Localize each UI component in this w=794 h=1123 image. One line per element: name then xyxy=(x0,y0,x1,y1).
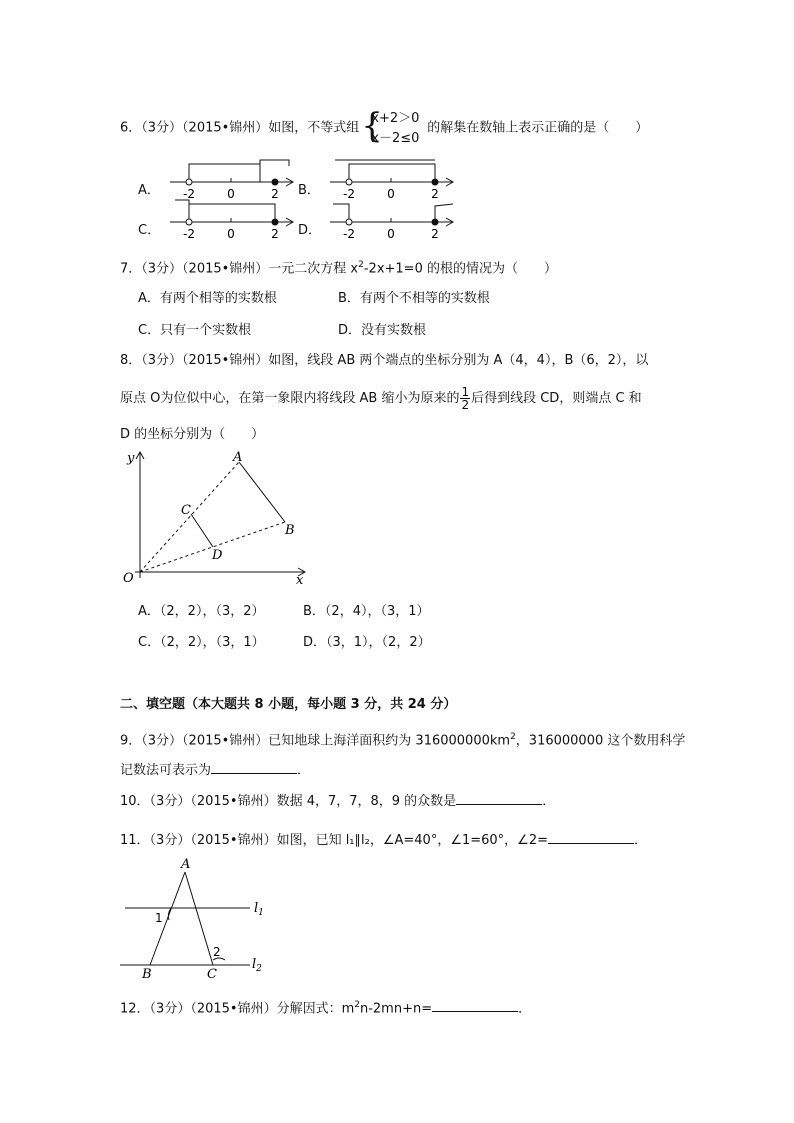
tick-2: 2 xyxy=(271,187,279,201)
tick-0: 0 xyxy=(227,187,235,201)
q8-option-d: D．（3，1），（2，2） xyxy=(303,635,431,650)
label-B: B xyxy=(285,523,295,538)
q8-line1: 8．（3分）（2015•锦州）如图，线段 AB 两个端点的坐标分别为 A（4，4），B（6，2），以 xyxy=(120,353,649,368)
q6-option-a-letter: A． xyxy=(138,183,160,198)
label-y: y xyxy=(127,451,135,466)
inequality-system: { x+2＞0 x－2≤0 xyxy=(361,106,420,146)
tick-2: 2 xyxy=(431,187,439,201)
q12-stem: 12．（3分）（2015•锦州）分解因式：$m^2n-2mn+n=$ ． xyxy=(120,1000,532,1017)
angle-2-label: 2 xyxy=(213,945,221,959)
q8-line3: D 的坐标分别为（ ） xyxy=(120,427,265,442)
q8-option-c: C．（2，2），（3，1） xyxy=(138,635,265,650)
answer-blank[interactable] xyxy=(211,760,297,774)
q6-option-b-numberline xyxy=(325,156,460,201)
q7-stem xyxy=(120,256,557,278)
tick-0: 0 xyxy=(227,227,235,241)
tick-0: 0 xyxy=(387,227,395,241)
q6-option-c-numberline xyxy=(165,196,300,241)
q8-option-a: A．（2，2），（3，2） xyxy=(138,604,265,619)
q6-suffix: 的解集在数轴上表示正确的是（ ） xyxy=(427,120,649,136)
q7-option-a: A．有两个相等的实数根 xyxy=(138,291,277,306)
label-A: A xyxy=(233,450,243,465)
q7-suffix: -2x+1=0 的根的情况为（ ） xyxy=(363,261,557,277)
inequality-1: x+2＞0 xyxy=(371,111,420,126)
angle-1-label: 1 xyxy=(155,911,163,925)
q7-option-b: B．有两个不相等的实数根 xyxy=(338,291,490,306)
answer-blank[interactable] xyxy=(456,791,542,805)
section-title: 二、填空题（本大题共 8 小题，每小题 3 分，共 24 分） xyxy=(120,697,457,712)
tick-neg2: -2 xyxy=(183,227,195,241)
label-O: O xyxy=(123,571,134,586)
label-B: B xyxy=(142,967,152,982)
fraction-half: $\frac{1}{2}$ xyxy=(461,385,470,412)
q6-stem xyxy=(120,108,648,148)
q7-option-c: C．只有一个实数根 xyxy=(138,323,252,338)
label-A: A xyxy=(181,857,191,872)
tick-neg2: -2 xyxy=(343,227,355,241)
inequality-2: x－2≤0 xyxy=(371,131,420,146)
q11-stem: 11．（3分）（2015•锦州）如图，已知 l₁∥l₂，∠A=40°，∠1=60°，∠2= ． xyxy=(120,830,647,850)
q9-line1: 9．（3分）（2015•锦州）已知地球上海洋面积约为 $316000000km^2$，316000000 这个数用科学 xyxy=(120,732,686,749)
q7-sup: 2 xyxy=(358,260,364,270)
label-C: C xyxy=(181,503,191,518)
q8-line2: 原点 O为位似中心，在第一象限内将线段 AB 缩小为原来的 $\frac{1}{2}$ 后得到线段 CD，则端点 C 和 xyxy=(120,385,642,412)
q8-option-b: B．（2，4），（3，1） xyxy=(303,604,430,619)
answer-blank[interactable] xyxy=(432,998,518,1012)
tick-2: 2 xyxy=(431,227,439,241)
q10-stem: 10．（3分）（2015•锦州）数据 4，7，7，8，9 的众数是 ． xyxy=(120,791,555,811)
q6-option-a-numberline xyxy=(165,156,300,201)
q7-prefix: 7．（3分）（2015•锦州）一元二次方程 x xyxy=(120,261,359,277)
q6-option-d-letter: D． xyxy=(298,223,322,238)
q7-option-d: D．没有实数根 xyxy=(338,323,427,338)
label-l1: $l_1$ xyxy=(254,901,264,918)
q8-coordinate-figure xyxy=(115,448,315,588)
answer-blank[interactable] xyxy=(548,830,634,844)
q6-option-d-numberline xyxy=(325,196,460,241)
q11-parallel-lines-figure xyxy=(115,852,275,982)
tick-0: 0 xyxy=(387,187,395,201)
tick-neg2: -2 xyxy=(343,187,355,201)
label-x: x xyxy=(296,573,304,588)
tick-2: 2 xyxy=(271,227,279,241)
q6-option-b-letter: B． xyxy=(298,183,320,198)
q6-option-c-letter: C． xyxy=(138,223,161,238)
q6-prefix: 6．（3分）（2015•锦州）如图，不等式组 xyxy=(120,120,360,136)
label-D: D xyxy=(212,548,223,563)
q9-line2: 记数法可表示为 ． xyxy=(120,760,310,780)
label-C: C xyxy=(207,967,217,982)
label-l2: $l_2$ xyxy=(252,957,262,974)
tick-neg2: -2 xyxy=(183,187,195,201)
